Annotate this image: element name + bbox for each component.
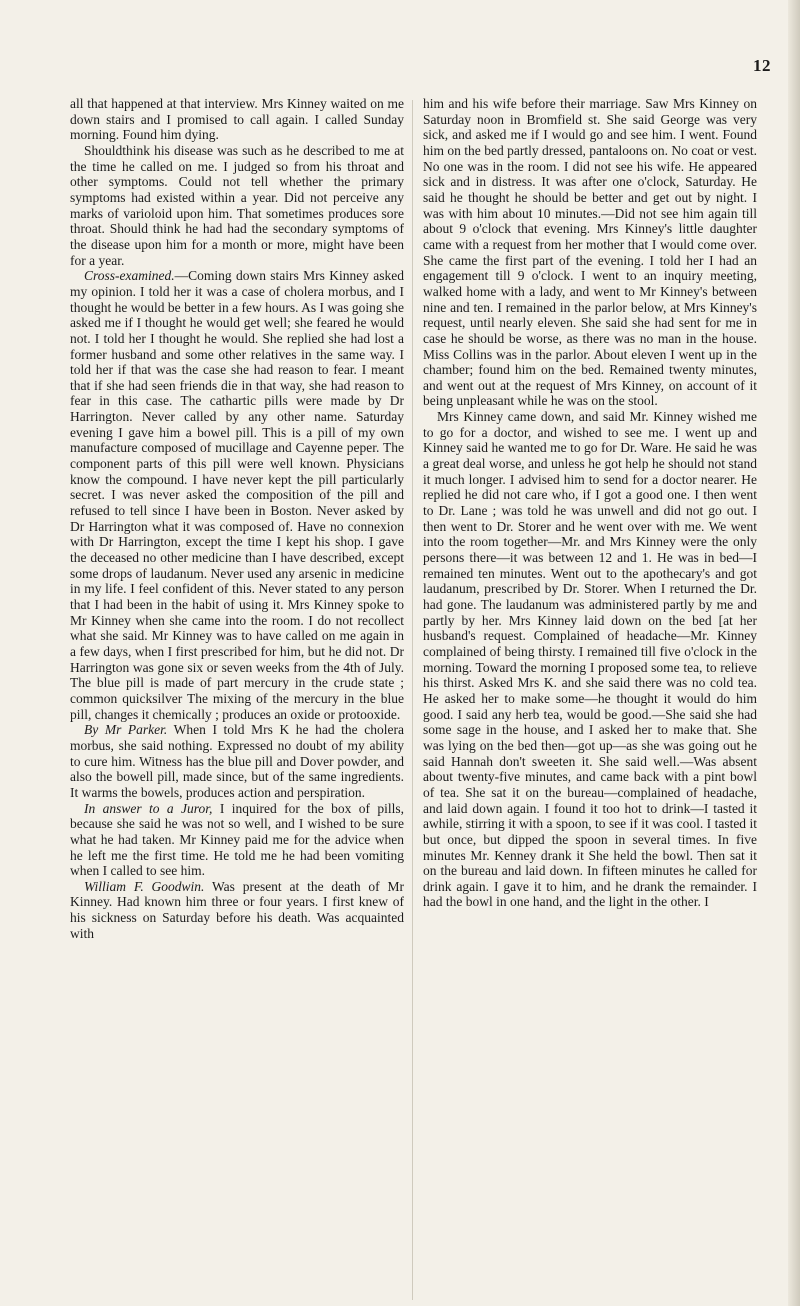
paragraph xyxy=(70,722,404,800)
column-divider xyxy=(412,100,413,1300)
paragraph-text: all that happened at that interview. Mrs Kinney waited on me down stairs and I promised to call again. I called Sunday morning. Found him dying. xyxy=(70,96,404,143)
paragraph xyxy=(423,409,757,910)
paragraph xyxy=(70,96,404,143)
paragraph xyxy=(70,143,404,268)
paragraph-text: When I told Mrs K he had the cholera morbus, she said nothing. Expressed no doubt of my ability to cure him. Witness has the blue pill and Dover powder, and also the bowell pill, made since, but of the same ingredients. It warms the bowels, produces action and perspiration. xyxy=(70,722,404,800)
page-edge xyxy=(788,0,800,1306)
paragraph-text: Mrs Kinney came down, and said Mr. Kinney wished me to go for a doctor, and wished to see me. I went up and Kinney said he wanted me to go for Dr. Ware. He said he was a great deal worse, and unless he got help he should not stand it much longer. I advised him to send for a doctor nearer. He replied he did not care who, if I got a good one. I then went to Dr. Lane ; was told he was unwell and did not go out. I then went to Dr. Storer and he went over with me. We went into the room together—Mr. and Mrs Kinney were the only persons there—it was between 12 and 1. He was in bed—I remained ten minutes. Went out to the apothecary's and got laudanum, prescribed by Dr. Storer. When I returned the Dr. had gone. The laudanum was administered partly by me and partly by her. Mrs Kinney laid down on the bed [at her husband's request. Complained of headache—Mr. Kinney complained of being thirsty. I remained till five o'clock in the morning. Toward the morning I proposed some tea, to relieve his thirst. Asked Mrs K. and she said there was no cold tea. He asked her to make some—he thought it would do him good. I said any herb tea, would be good.—She said she had some sage in the house, and I asked her to make that. She was lying on the bed then—got up—as she was going out he said Hannah don't sweeten it. She said well.—Was absent about twenty-five minutes, and came back with a pint bowl of tea. She sat it on the bureau—complained of headache, and laid down again. I found it too hot to drink—I tasted it awhile, stirring it with a spoon, to see if it was cool. I tasted it but once, but dipped the spoon in several times. In five minutes Mr. Kenney drank it She held the bowl. Then sat it on the bureau and laid down. In fifteen minutes he called for drink again. I gave it to him, and he drank the remainder. I had the bowl in one hand, and the light in the other. I xyxy=(423,409,757,910)
paragraph xyxy=(70,801,404,879)
italic-heading: Cross-examined. xyxy=(84,268,175,284)
italic-heading: William F. Goodwin. xyxy=(84,878,205,894)
italic-heading: By Mr Parker. xyxy=(84,722,168,738)
paragraph xyxy=(70,268,404,722)
paragraph xyxy=(423,96,757,409)
page-number: 12 xyxy=(753,56,771,75)
italic-heading: In answer to a Juror, xyxy=(84,800,213,816)
paragraph-text: Shouldthink his disease was such as he described to me at the time he called on me. I judged so from his throat and other symptoms. Could not tell whether the primary symptoms had existed within a year. Did not perceive any marks of varioloid upon him. That sometimes produces sore throat. Should think he had had the secondary symptoms of the disease upon him for a month or more, might have been for a year. xyxy=(70,142,404,268)
paragraph-text: I inquired for the box of pills, because she said he was not so well, and I wished to be sure what he had taken. Mr Kinney paid me for the advice when he left me the first time. He told me he had been vomiting when I called to see him. xyxy=(70,800,404,879)
paragraph xyxy=(70,879,404,942)
left-column xyxy=(70,96,404,941)
right-column xyxy=(423,96,757,910)
paragraph-text: Was present at the death of Mr Kinney. Had known him three or four years. I first knew of his sickness on Saturday before his death. Was acquainted with xyxy=(70,878,404,941)
paragraph-text: —Coming down stairs Mrs Kinney asked my opinion. I told her it was a case of cholera morbus, and I thought he would be better in a few hours. As I was going she asked me if I thought he would get well; she feared he would not. I told her I thought he would. She replied she had lost a former husband and some other relatives in the same way. I told her if that was the case she had reason to fear. I meant that if she had seen friends die in that way, she had reason to fear in this case. The cathartic pills were made by Dr Harrington. Never called by any other name. Saturday evening I gave him a bowel pill. This is a pill of my own manufacture composed of mucillage and Cayenne peper. The component parts of this pill were well known. Physicians know the compound. I have never kept the pill particularly secret. I was never asked the composition of the pill and refused to tell since I have been in Boston. Never asked by Dr Harrington what it was composed of. Have no connexion with Dr Harrington, except the time I kept his shop. I gave the deceased no other medicine than I have described, except some drops of laudanum. Never used any arsenic in medicine in my life. I feel confident of this. Never stated to any person that I had been in the habit of using it. Mrs Kinney spoke to Mr Kinney when she came into the room. I do not recollect what she said. Mr Kinney was to have called on me again in a few days, when I first prescribed for him, but he did not. Dr Harrington was gone six or seven weeks from the 4th of July. The blue pill is made of part mercury in the crude state ; common quicksilver The mixing of the mercury in the blue pill, changes it chemically ; produces an oxide or protooxide. xyxy=(70,268,404,722)
paragraph-text: him and his wife before their marriage. Saw Mrs Kinney on Saturday noon in Bromfield st. She said George was very sick, and asked me if I would go and see him. I went. Found him on the bed partly dressed, pantaloons on. No coat or vest. No one was in the room. I did not see his wife. He appeared sick and in distress. It was after one o'clock, Saturday. He said he thought he should be better and get out by night. I was with him about 10 minutes.—Did not see him again till about 9 o'clock that evening. Mrs Kinney's little daughter came with a request from her mother that I would come over. She came the first part of the evening. I told her I had an engagement till 9 o'clock. I went to an inquiry meeting, walked home with a lady, and went to Mr Kinney's between nine and ten. I remained in the parlor below, at Mrs Kinney's request, until nearly eleven. She said she had sent for me in case he should be worse, as there was no man in the house. Miss Collins was in the parlor. About eleven I went up in the chamber; found him on the bed. Remained twenty minutes, and went out at the request of Mrs Kinney, on account of it being unpleasant while he was on the stool. xyxy=(423,96,757,409)
